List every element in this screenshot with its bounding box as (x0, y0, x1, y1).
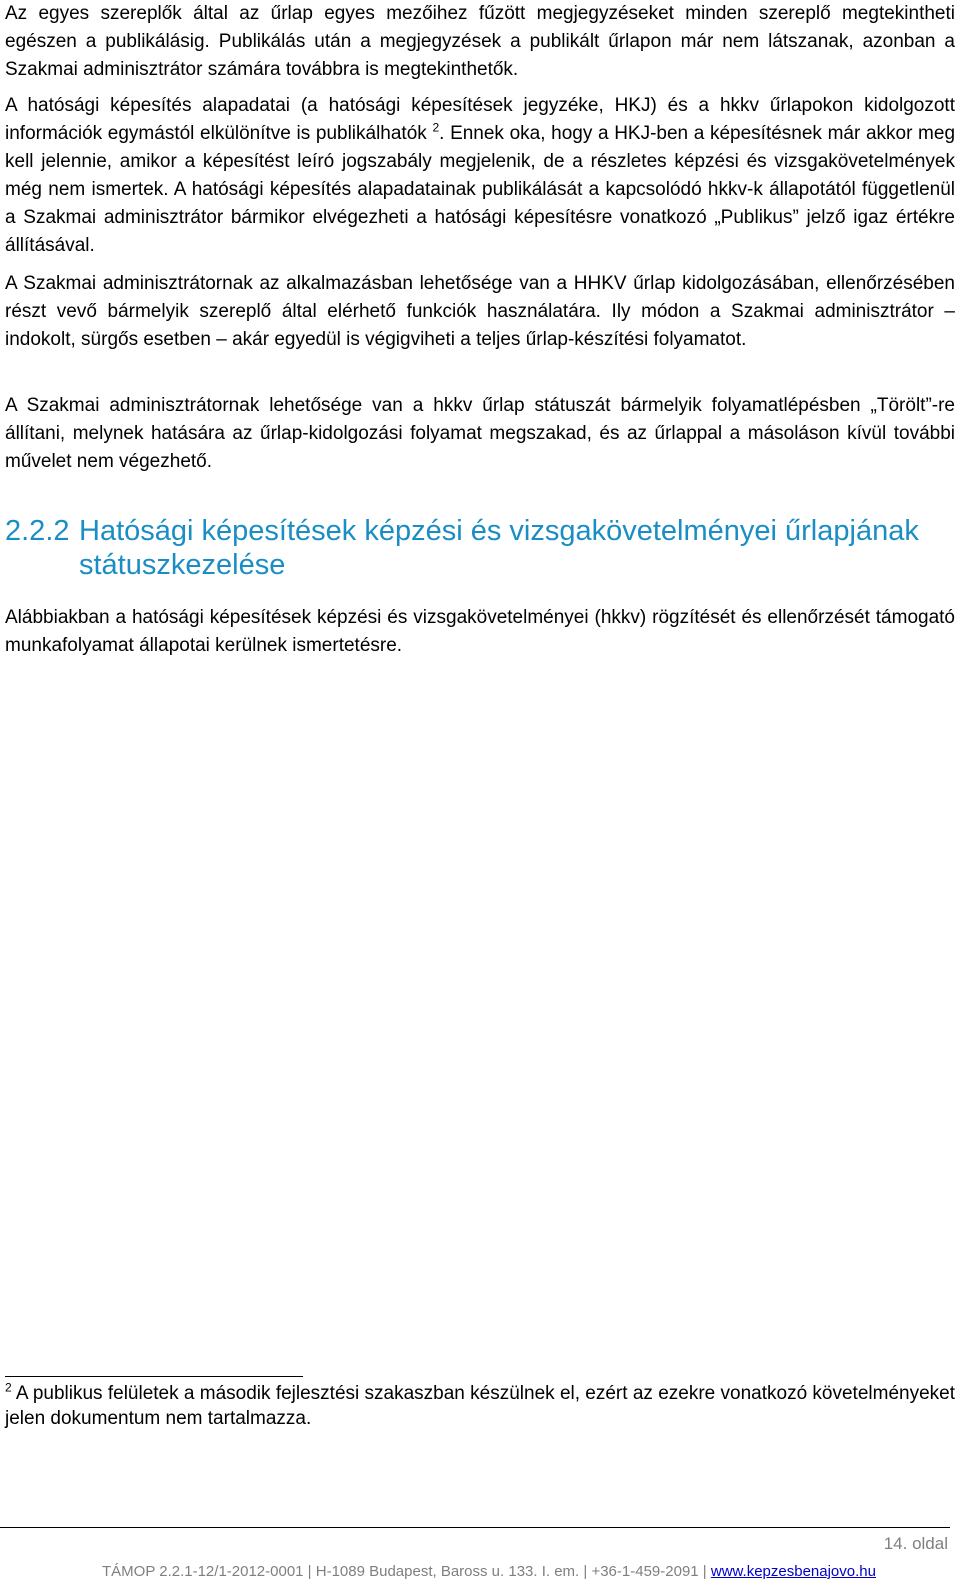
paragraph-deleted-status: A Szakmai adminisztrátornak lehetősége van a hkkv űrlap státuszát bármelyik folyamatlépésben „Törölt”-re állítani, melynek hatására az űrlap-kidolgozási folyamat megszakad, és az űrlappal a másoláson kívül további művelet nem végezhető. (5, 395, 955, 472)
footnote-reference[interactable]: 2 (432, 120, 440, 135)
section-number: 2.2.2 (5, 515, 70, 547)
paragraph-publication-separation (5, 92, 955, 260)
page-number: 14. oldal (883, 1534, 948, 1553)
footer-project-info: TÁMOP 2.2.1-12/1-2012-0001 | H-1089 Budapest, Baross u. 133. I. em. | +36-1-459-2091 | (102, 1563, 711, 1580)
section-heading (5, 514, 955, 582)
paragraph-text: A hatósági képesítés alapadatai (a hatósági képesítések jegyzéke, HKJ) és a hkkv űrlapokon kidolgozott információk egymástól elkülönítve is publikálhatók (5, 95, 955, 144)
section-title-line1: Hatósági képesítések képzési és vizsgakövetelményei űrlapjának (79, 515, 919, 547)
footer-contact (102, 1563, 876, 1580)
paragraph-text: . Ennek oka, hogy a HKJ-ben a képesítésnek már akkor meg kell jelennie, amikor a képesítést leíró jogszabály megjelenik, de a részletes képzési és vizsgakövetelmények még nem ismertek. A hatósági képesítés alapadatainak publikálását a kapcsolódó hkkv-k állapotától függetlenül a Szakmai adminisztrátor bármikor elvégezheti a hatósági képesítésre vonatkozó „Publikus” jelző igaz értékre állításával. (5, 123, 956, 256)
footnote-text: A publikus felületek a második fejlesztési szakaszban készülnek el, ezért az ezekre vonatkozó követelményeket jelen dokumentum nem tartalmazza. (5, 1383, 955, 1429)
paragraph-admin-functions: A Szakmai adminisztrátornak az alkalmazásban lehetősége van a HHKV űrlap kidolgozásában, ellenőrzésében részt vevő bármelyik szereplő által elérhető funkciók használatára. Ily módon a Szakmai adminisztrátor – indokolt, sürgős esetben – akár egyedül is végigviheti a teljes űrlap-készítési folyamatot. (5, 273, 955, 350)
section-title-line2: státuszkezelése (79, 549, 286, 581)
footnote (5, 1381, 955, 1431)
footer-separator (0, 1527, 950, 1528)
paragraph-section-intro: Alábbiakban a hatósági képesítések képzési és vizsgakövetelményei (hkkv) rögzítését és ellenőrzését támogató munkafolyamat állapotai kerülnek ismertetésre. (5, 607, 955, 656)
paragraph-comments-visibility: Az egyes szereplők által az űrlap egyes mezőihez fűzött megjegyzéseket minden szereplő megtekintheti egészen a publikálásig. Publikálás után a megjegyzések a publikált űrlapon már nem látszanak, azonban a Szakmai adminisztrátor számára továbbra is megtekinthetők. (5, 3, 955, 80)
footnote-marker: 2 (5, 1380, 12, 1395)
footnote-separator (5, 1376, 303, 1377)
footer-website-link[interactable]: www.kepzesbenajovo.hu (710, 1563, 876, 1580)
